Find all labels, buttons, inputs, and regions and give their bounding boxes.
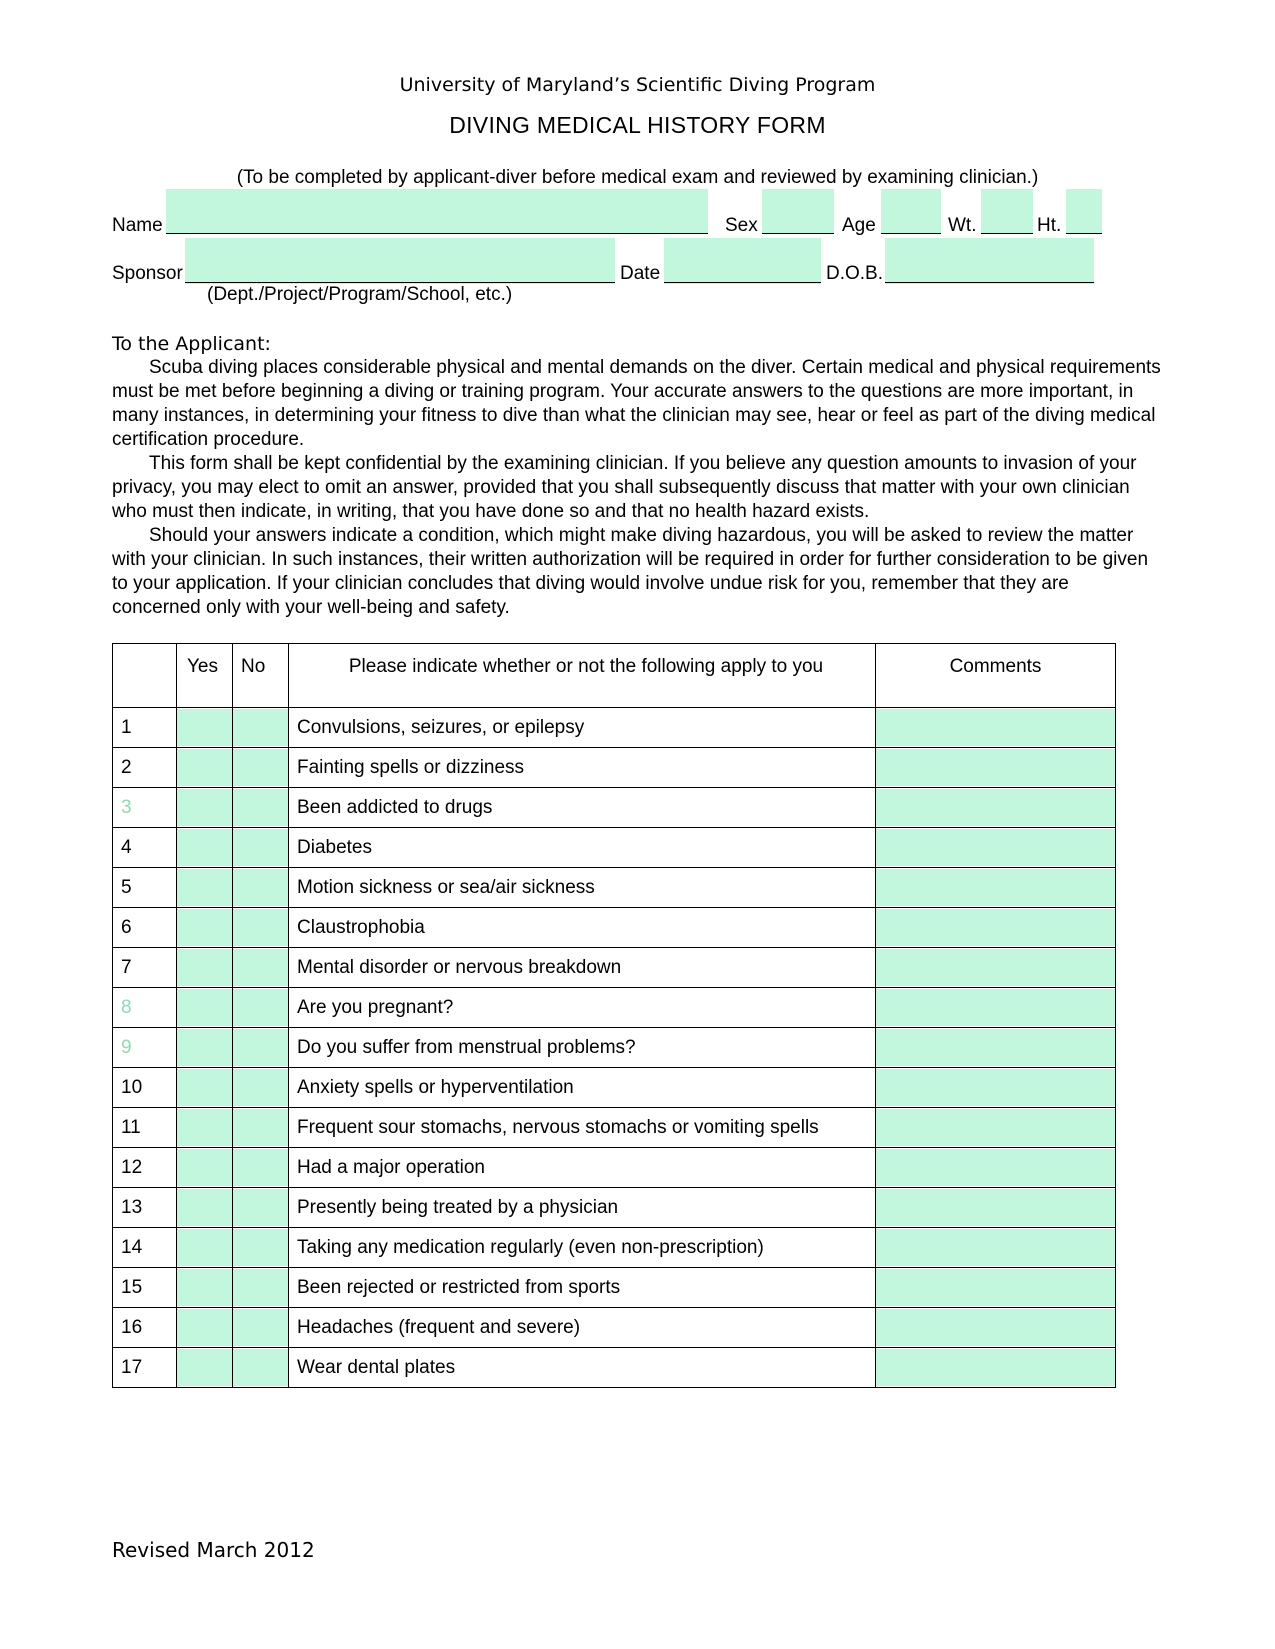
row-number: 17 [113, 1348, 177, 1388]
no-cell [233, 908, 289, 948]
table-row [113, 708, 1116, 748]
yes-cell [177, 1348, 233, 1388]
question-text: Had a major operation [289, 1148, 876, 1188]
row-number: 16 [113, 1308, 177, 1348]
no-answer-input[interactable] [233, 1029, 288, 1066]
no-answer-input[interactable] [233, 1149, 288, 1186]
no-cell [233, 1028, 289, 1068]
yes-cell [177, 1188, 233, 1228]
no-answer-input[interactable] [233, 949, 288, 986]
table-row [113, 748, 1116, 788]
comments-cell [876, 1268, 1116, 1308]
header-comments: Comments [949, 656, 1042, 677]
intro-paragraph-1: Scuba diving places considerable physical and mental demands on the diver. Certain medical and physical requirements must be met before beginning a diving or training program. Your accurate answers to the questions are more important, in many instances, in determining your fitness to dive than what the clinician may see, hear or feel as part of the diving medical certification procedure. [112, 357, 1161, 450]
table-row [113, 1228, 1116, 1268]
row-number: 15 [113, 1268, 177, 1308]
comments-cell [876, 988, 1116, 1028]
no-cell [233, 1108, 289, 1148]
comments-input[interactable] [876, 1309, 1115, 1346]
no-answer-input[interactable] [233, 1109, 288, 1146]
question-text: Frequent sour stomachs, nervous stomachs or vomiting spells [289, 1108, 876, 1148]
comments-input[interactable] [876, 1229, 1115, 1266]
comments-cell [876, 1108, 1116, 1148]
no-cell [233, 1188, 289, 1228]
form-title: DIVING MEDICAL HISTORY FORM [449, 112, 826, 138]
no-answer-input[interactable] [233, 1069, 288, 1106]
question-text: Motion sickness or sea/air sickness [289, 868, 876, 908]
row-number: 5 [113, 868, 177, 908]
header-no-cell [233, 644, 289, 708]
table-row [113, 988, 1116, 1028]
table-row [113, 948, 1116, 988]
sponsor-input[interactable] [185, 238, 615, 284]
question-text: Diabetes [289, 828, 876, 868]
table-row [113, 1148, 1116, 1188]
comments-input[interactable] [876, 829, 1115, 866]
dob-underline [885, 282, 1094, 283]
question-text: Do you suffer from menstrual problems? [289, 1028, 876, 1068]
yes-answer-input[interactable] [177, 869, 232, 906]
applicant-heading: To the Applicant: [112, 333, 271, 355]
no-cell [233, 1068, 289, 1108]
comments-input[interactable] [876, 1029, 1115, 1066]
intro-paragraph-3: Should your answers indicate a condition, which might make diving hazardous, you will be asked to review the matter with your clinician. In such instances, their written authorization will be required in order for further consideration to be given to your application. If your clinician concludes that diving would involve undue risk for you, remember that they are concerned only with your well-being and safety. [112, 525, 1149, 618]
yes-answer-input[interactable] [177, 1229, 232, 1266]
comments-cell [876, 1348, 1116, 1388]
yes-answer-input[interactable] [177, 1189, 232, 1226]
comments-cell [876, 748, 1116, 788]
name-underline [166, 233, 708, 234]
yes-cell [177, 1068, 233, 1108]
ht-underline [1066, 233, 1102, 234]
question-text: Claustrophobia [289, 908, 876, 948]
revised-date: Revised March 2012 [112, 1538, 315, 1562]
comments-input[interactable] [876, 869, 1115, 906]
comments-input[interactable] [876, 709, 1115, 746]
question-text: Are you pregnant? [289, 988, 876, 1028]
no-answer-input[interactable] [233, 869, 288, 906]
comments-input[interactable] [876, 1349, 1115, 1386]
height-input[interactable] [1066, 189, 1102, 234]
question-text: Wear dental plates [289, 1348, 876, 1388]
row-number: 6 [113, 908, 177, 948]
yes-cell [177, 748, 233, 788]
yes-answer-input[interactable] [177, 1149, 232, 1186]
no-cell [233, 828, 289, 868]
yes-answer-input[interactable] [177, 1069, 232, 1106]
yes-answer-input[interactable] [177, 1029, 232, 1066]
sponsor-label: Sponsor [112, 263, 183, 284]
row-number: 1 [113, 708, 177, 748]
date-label: Date [620, 263, 661, 284]
sex-underline [762, 233, 834, 234]
table-row [113, 868, 1116, 908]
no-answer-input[interactable] [233, 709, 288, 746]
comments-cell [876, 908, 1116, 948]
age-label: Age [842, 215, 876, 236]
yes-answer-input[interactable] [177, 1269, 232, 1306]
question-text: Presently being treated by a physician [289, 1188, 876, 1228]
yes-answer-input[interactable] [177, 789, 232, 826]
age-input[interactable] [881, 189, 941, 234]
no-answer-input[interactable] [233, 1189, 288, 1226]
header-question: Please indicate whether or not the following apply to you [348, 656, 824, 677]
comments-cell [876, 1148, 1116, 1188]
yes-answer-input[interactable] [177, 1309, 232, 1346]
medical-history-table [112, 643, 1116, 1388]
yes-answer-input[interactable] [177, 909, 232, 946]
dob-label: D.O.B. [826, 263, 884, 284]
yes-answer-input[interactable] [177, 1349, 232, 1386]
no-answer-input[interactable] [233, 1349, 288, 1386]
comments-input[interactable] [876, 1149, 1115, 1186]
yes-answer-input[interactable] [177, 949, 232, 986]
no-answer-input[interactable] [233, 829, 288, 866]
no-cell [233, 748, 289, 788]
no-cell [233, 1308, 289, 1348]
comments-input[interactable] [876, 989, 1115, 1026]
no-cell [233, 1228, 289, 1268]
dob-input[interactable] [885, 238, 1094, 284]
yes-cell [177, 1228, 233, 1268]
table-row [113, 1028, 1116, 1068]
no-cell [233, 1348, 289, 1388]
row-number: 13 [113, 1188, 177, 1228]
table-row [113, 1108, 1116, 1148]
row-number: 10 [113, 1068, 177, 1108]
comments-cell [876, 788, 1116, 828]
no-answer-input[interactable] [233, 1229, 288, 1266]
no-answer-input[interactable] [233, 1269, 288, 1306]
question-text: Anxiety spells or hyperventilation [289, 1068, 876, 1108]
row-number: 2 [113, 748, 177, 788]
comments-cell [876, 828, 1116, 868]
table-header-row [113, 644, 1116, 708]
row-number: 3 [113, 788, 177, 828]
no-answer-input[interactable] [233, 1309, 288, 1346]
comments-input[interactable] [876, 1269, 1115, 1306]
header-num-cell [113, 644, 177, 708]
yes-cell [177, 1108, 233, 1148]
table-row [113, 1308, 1116, 1348]
ht-label: Ht. [1037, 215, 1062, 236]
yes-answer-input[interactable] [177, 989, 232, 1026]
question-text: Been rejected or restricted from sports [289, 1268, 876, 1308]
no-answer-input[interactable] [233, 909, 288, 946]
yes-cell [177, 1148, 233, 1188]
sex-label: Sex [725, 215, 758, 236]
age-underline [881, 233, 941, 234]
comments-input[interactable] [876, 949, 1115, 986]
row-number: 11 [113, 1108, 177, 1148]
table-row [113, 1268, 1116, 1308]
form-subtitle: (To be completed by applicant-diver before medical exam and reviewed by examining clinician.) [236, 167, 1039, 188]
question-text: Convulsions, seizures, or epilepsy [289, 708, 876, 748]
yes-cell [177, 708, 233, 748]
row-number: 8 [113, 988, 177, 1028]
comments-cell [876, 1188, 1116, 1228]
row-number: 9 [113, 1028, 177, 1068]
table-row [113, 1188, 1116, 1228]
table-row [113, 1068, 1116, 1108]
name-label: Name [112, 215, 163, 236]
date-input[interactable] [664, 238, 821, 284]
header-no: No [241, 656, 266, 677]
comments-input[interactable] [876, 1109, 1115, 1146]
comments-cell [876, 1228, 1116, 1268]
header-question-cell [289, 644, 876, 708]
header-yes-cell [177, 644, 233, 708]
yes-cell [177, 788, 233, 828]
date-underline [664, 282, 821, 283]
yes-cell [177, 948, 233, 988]
comments-cell [876, 1308, 1116, 1348]
yes-cell [177, 828, 233, 868]
wt-underline [981, 233, 1033, 234]
sponsor-underline [185, 282, 615, 283]
comments-cell [876, 1068, 1116, 1108]
yes-answer-input[interactable] [177, 829, 232, 866]
no-answer-input[interactable] [233, 989, 288, 1026]
comments-cell [876, 868, 1116, 908]
table-row [113, 908, 1116, 948]
university-heading: University of Maryland’s Scientific Diving Program [399, 74, 876, 96]
weight-input[interactable] [981, 189, 1033, 234]
question-text: Fainting spells or dizziness [289, 748, 876, 788]
no-answer-input[interactable] [233, 749, 288, 786]
no-cell [233, 708, 289, 748]
yes-cell [177, 988, 233, 1028]
comments-input[interactable] [876, 1069, 1115, 1106]
comments-input[interactable] [876, 1189, 1115, 1226]
no-cell [233, 788, 289, 828]
row-number: 7 [113, 948, 177, 988]
question-text: Been addicted to drugs [289, 788, 876, 828]
row-number: 14 [113, 1228, 177, 1268]
yes-cell [177, 1028, 233, 1068]
table-row [113, 788, 1116, 828]
row-number: 12 [113, 1148, 177, 1188]
no-cell [233, 868, 289, 908]
yes-answer-input[interactable] [177, 1109, 232, 1146]
comments-cell [876, 708, 1116, 748]
comments-input[interactable] [876, 909, 1115, 946]
table-row [113, 828, 1116, 868]
sex-input[interactable] [762, 189, 834, 234]
question-text: Headaches (frequent and severe) [289, 1308, 876, 1348]
yes-answer-input[interactable] [177, 709, 232, 746]
no-cell [233, 988, 289, 1028]
comments-cell [876, 948, 1116, 988]
question-text: Taking any medication regularly (even non-prescription) [289, 1228, 876, 1268]
question-text: Mental disorder or nervous breakdown [289, 948, 876, 988]
yes-cell [177, 1268, 233, 1308]
intro-paragraph-2: This form shall be kept confidential by the examining clinician. If you believe any question amounts to invasion of your privacy, you may elect to omit an answer, provided that you shall subsequently discuss that matter with your own clinician who must then indicate, in writing, that you have done so and that no health hazard exists. [112, 453, 1137, 522]
name-input[interactable] [166, 189, 708, 234]
header-yes: Yes [187, 656, 218, 677]
comments-input[interactable] [876, 789, 1115, 826]
table-row [113, 1348, 1116, 1388]
yes-cell [177, 908, 233, 948]
wt-label: Wt. [948, 215, 977, 236]
yes-cell [177, 1308, 233, 1348]
no-cell [233, 1268, 289, 1308]
yes-answer-input[interactable] [177, 749, 232, 786]
comments-input[interactable] [876, 749, 1115, 786]
sponsor-hint: (Dept./Project/Program/School, etc.) [207, 284, 513, 305]
no-cell [233, 1148, 289, 1188]
yes-cell [177, 868, 233, 908]
no-cell [233, 948, 289, 988]
no-answer-input[interactable] [233, 789, 288, 826]
comments-cell [876, 1028, 1116, 1068]
row-number: 4 [113, 828, 177, 868]
header-comments-cell [876, 644, 1116, 708]
